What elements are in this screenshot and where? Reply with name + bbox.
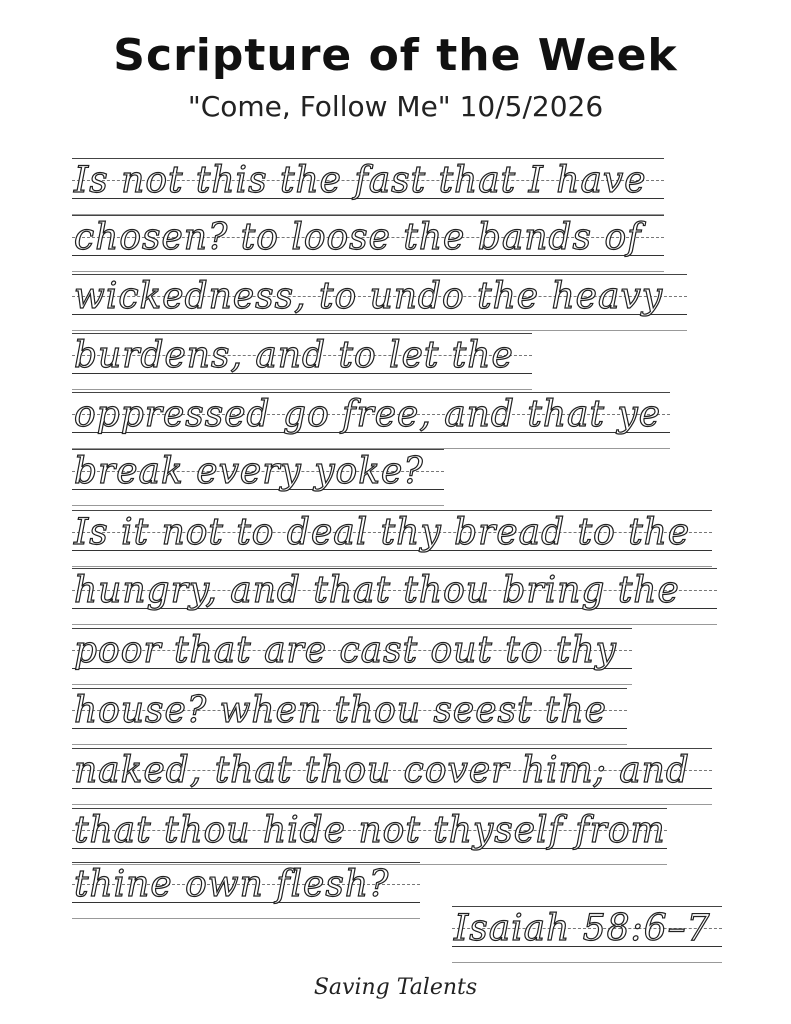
tracing-text: that thou hide not thyself from — [74, 810, 666, 851]
tracing-line — [72, 274, 687, 330]
tracing-line — [72, 333, 532, 389]
scripture-reference-line — [452, 906, 722, 962]
tracing-text: Is it not to deal thy bread to the — [74, 512, 691, 553]
tracing-line — [72, 748, 712, 804]
brand-footer: Saving Talents — [313, 975, 478, 1000]
tracing-line — [72, 510, 712, 566]
tracing-line — [72, 449, 444, 505]
tracing-text: oppressed go free, and that ye — [74, 394, 662, 435]
tracing-text: naked, that thou cover him; and — [74, 750, 690, 791]
tracing-line — [72, 215, 664, 271]
tracing-line — [72, 568, 717, 624]
tracing-text: poor that are cast out to thy — [74, 630, 617, 671]
tracing-text: Is not this the fast that I have — [74, 160, 647, 201]
tracing-text: burdens, and to let the — [74, 335, 514, 376]
tracing-line — [72, 688, 627, 744]
page-title: Scripture of the Week — [113, 30, 678, 81]
tracing-text: break every yoke? — [74, 451, 424, 492]
tracing-line — [72, 862, 420, 918]
scripture-reference: Isaiah 58:6–7 — [454, 908, 711, 949]
tracing-text: wickedness, to undo the heavy — [74, 276, 664, 317]
tracing-text: chosen? to loose the bands of — [74, 217, 642, 258]
tracing-text: house? when thou seest the — [74, 690, 607, 731]
tracing-text: hungry, and that thou bring the — [74, 570, 680, 611]
tracing-line — [72, 628, 632, 684]
tracing-line — [72, 392, 670, 448]
page-subtitle: "Come, Follow Me" 10/5/2026 — [187, 90, 604, 123]
tracing-line — [72, 808, 667, 864]
tracing-text: thine own flesh? — [74, 864, 390, 905]
tracing-line — [72, 158, 664, 214]
